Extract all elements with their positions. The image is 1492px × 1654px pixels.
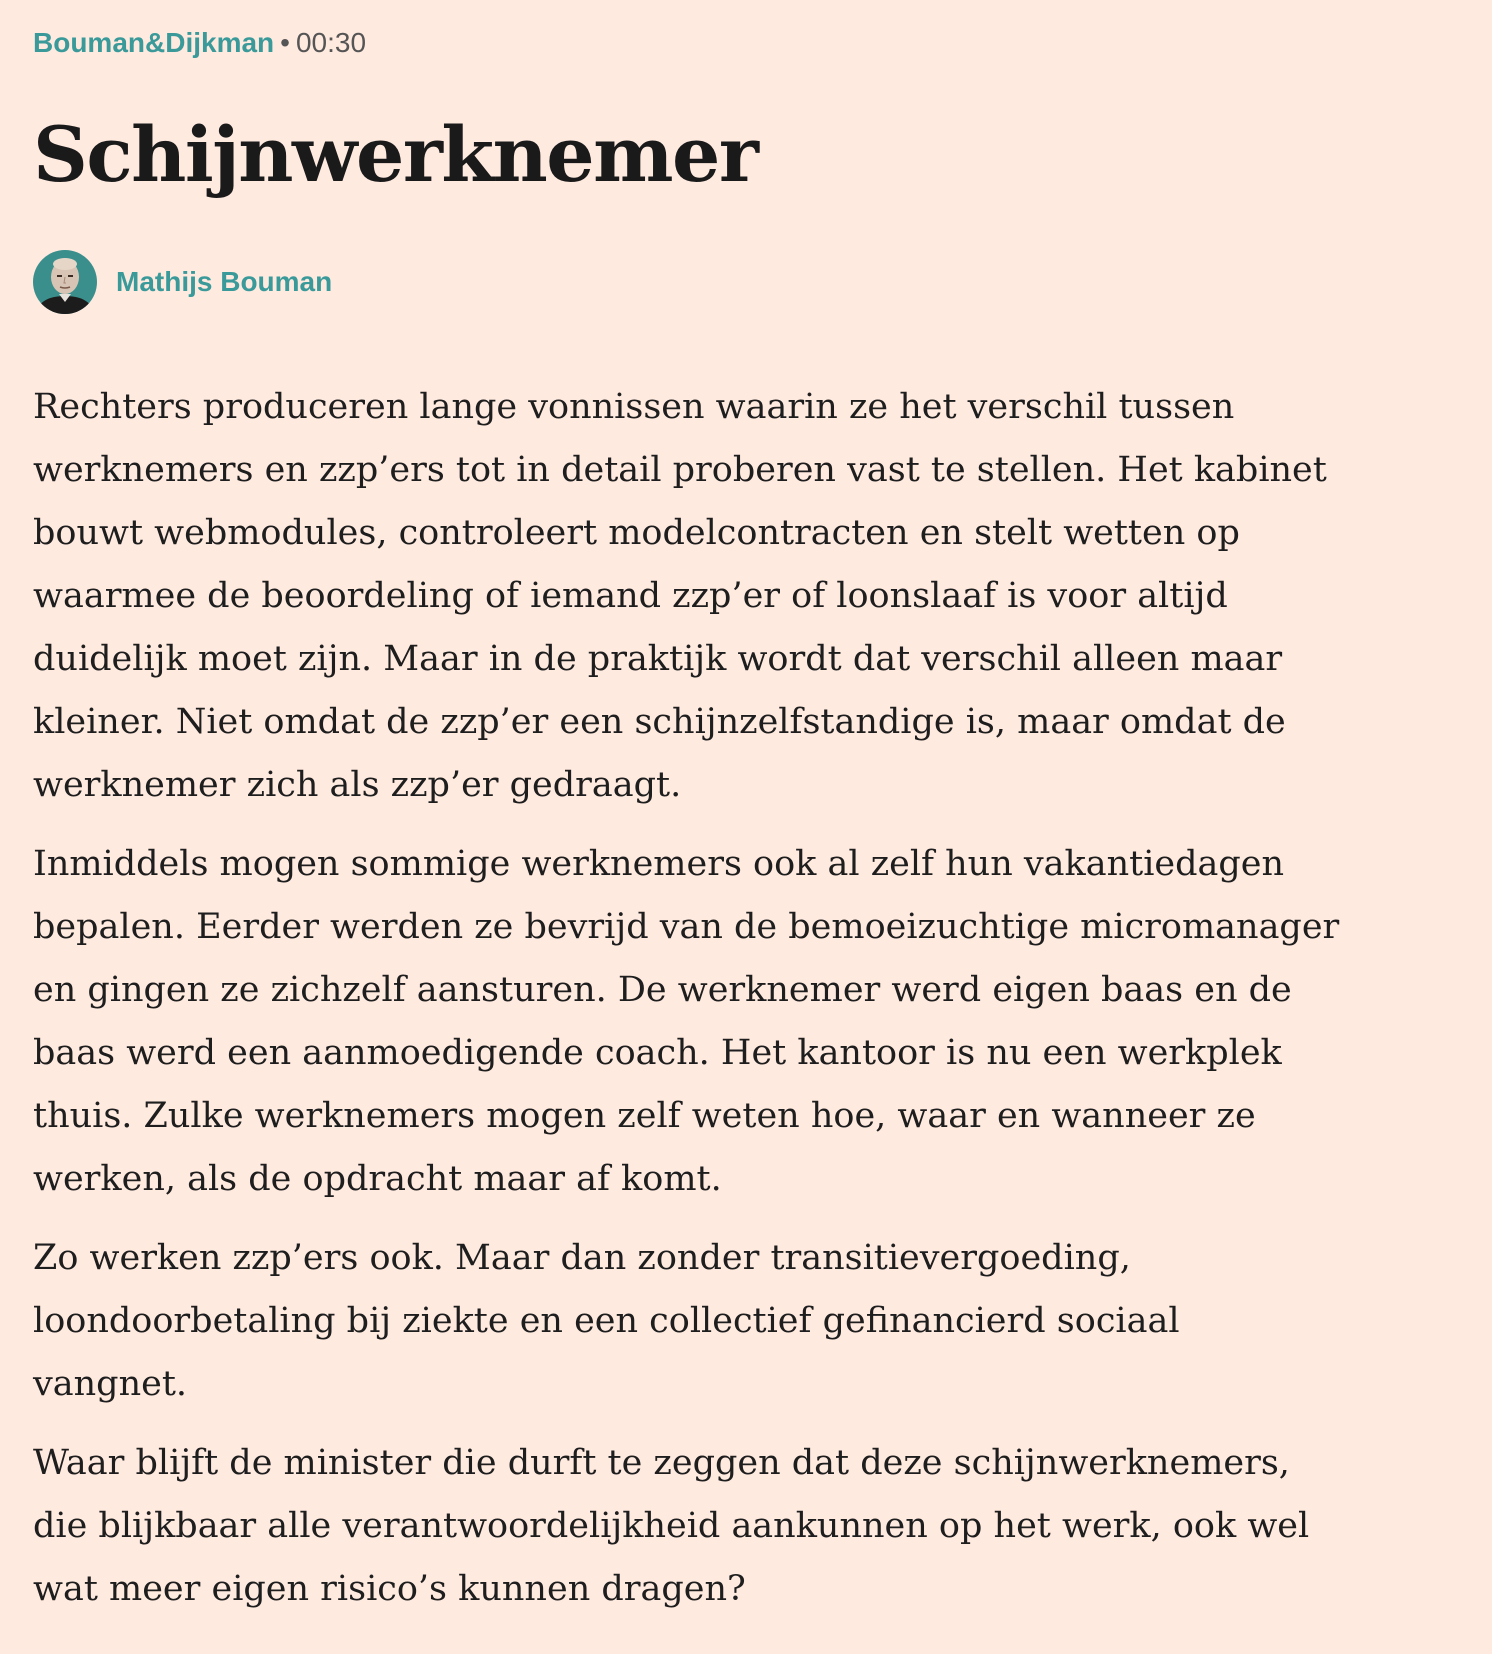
text-line: Waar blijft de minister die durft te zeggen dat deze schijnwerknemers, [33,1443,1290,1483]
text-line: en gingen ze zichzelf aansturen. De werknemer werd eigen baas en de [33,970,1292,1010]
text-line: werknemer zich als zzp’er gedraagt. [33,765,682,805]
text-line: thuis. Zulke werknemers mogen zelf weten hoe, waar en wanneer ze [33,1096,1256,1136]
author-portrait-icon [33,250,97,314]
article-body [33,376,1438,1637]
text-line: duidelijk moet zijn. Maar in de praktijk wordt dat verschil alleen maar [33,639,1283,679]
text-line: die blijkbaar alle verantwoordelijkheid aankunnen op het werk, ook wel [33,1506,1310,1546]
author-name[interactable]: Mathijs Bouman [116,266,333,297]
publish-time: 00:30 [295,27,367,58]
meta-separator: • [280,27,290,58]
section-link[interactable]: Bouman&Dijkman [33,27,275,58]
text-line: bouwt webmodules, controleert modelcontracten en stelt wetten op [33,513,1240,553]
text-line: vangnet. [33,1364,188,1404]
text-line: wat meer eigen risico’s kunnen dragen? [33,1569,746,1609]
text-line: werknemers en zzp’ers tot in detail proberen vast te stellen. Het kabinet [33,450,1327,490]
paragraph [33,1432,1438,1621]
article-title: Schijnwerknemer [33,110,758,199]
text-line: waarmee de beoordeling of iemand zzp’er of loonslaaf is voor altijd [33,576,1228,616]
author-avatar[interactable] [33,250,97,314]
paragraph [33,1227,1438,1416]
paragraph [33,833,1438,1211]
text-line: baas werd een aanmoedigende coach. Het kantoor is nu een werkplek [33,1033,1282,1073]
text-line: bepalen. Eerder werden ze bevrijd van de bemoeizuchtige micromanager [33,907,1340,947]
text-line: loondoorbetaling bij ziekte en een collectief gefinancierd sociaal [33,1301,1180,1341]
text-line: kleiner. Niet omdat de zzp’er een schijnzelfstandige is, maar omdat de [33,702,1286,742]
text-line: Rechters produceren lange vonnissen waarin ze het verschil tussen [33,387,1235,427]
paragraph [33,376,1438,817]
text-line: Inmiddels mogen sommige werknemers ook al zelf hun vakantiedagen [33,844,1285,884]
byline [33,250,332,314]
article-meta [33,26,366,60]
text-line: werken, als de opdracht maar af komt. [33,1159,722,1199]
text-line: Zo werken zzp’ers ook. Maar dan zonder transitievergoeding, [33,1238,1131,1278]
